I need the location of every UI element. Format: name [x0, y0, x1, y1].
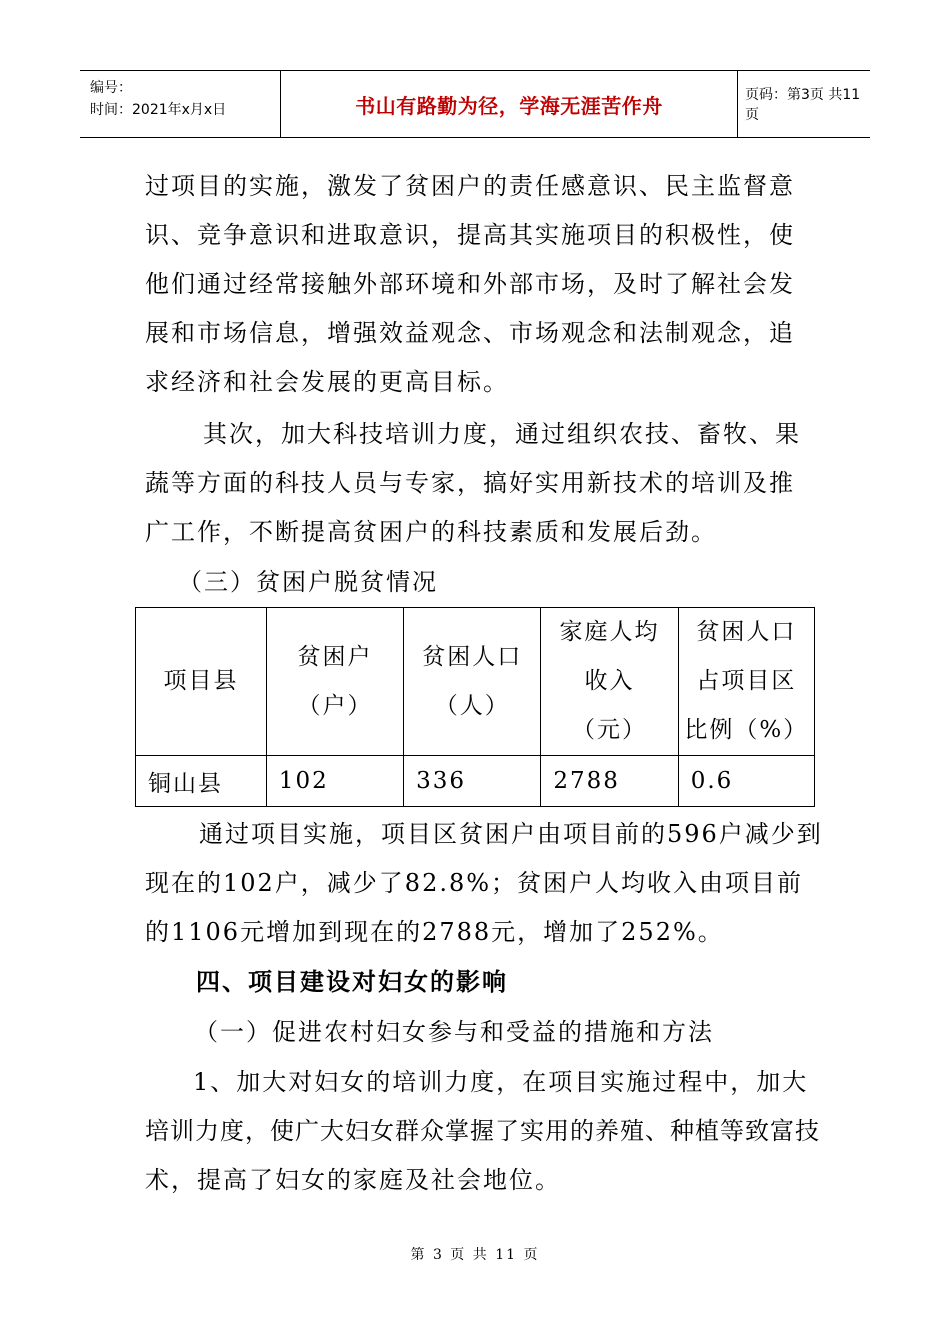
header-text: （人） — [434, 692, 510, 719]
paragraph-2 — [145, 410, 815, 557]
text-line: 蔬等方面的科技人员与专家，搞好实用新技术的培训及推 — [145, 469, 795, 497]
text-line: 过项目的实施，激发了贫困户的责任感意识、民主监督意 — [145, 172, 795, 200]
table-header-cell — [678, 608, 814, 756]
text-line: 其次，加大科技培训力度，通过组织农技、畜牧、果 — [203, 420, 801, 448]
text-line: 通过项目实施，项目区贫困户由项目前的596户减少到 — [199, 820, 823, 848]
text-line: 培训力度，使广大妇女群众掌握了实用的养殖、种植等致富技 — [145, 1117, 820, 1145]
poverty-table — [135, 607, 815, 807]
header-text: 占项目区 — [696, 668, 797, 694]
paragraph-4 — [145, 1058, 820, 1205]
table-row — [136, 756, 815, 807]
section-heading-4: 四、项目建设对妇女的影响 — [196, 968, 508, 996]
paragraph-1 — [145, 162, 815, 407]
text-line: 求经济和社会发展的更高目标。 — [145, 368, 509, 396]
text-line: 识、竞争意识和进取意识，提高其实施项目的积极性，使 — [145, 221, 795, 249]
header-text: （元） — [572, 717, 648, 743]
subsection-heading-1: （一）促进农村妇女参与和受益的措施和方法 — [194, 1018, 714, 1046]
text-line: 的1106元增加到现在的2788元，增加了252%。 — [145, 918, 724, 946]
header-page-label: 页码：第3页 共11页 — [745, 87, 861, 123]
header-motto-cell — [280, 71, 738, 137]
table-cell-income: 2788 — [541, 756, 678, 807]
table-header-row — [136, 608, 815, 756]
page-header — [80, 70, 870, 138]
header-date-label: 时间：2021年x月x日 — [90, 102, 227, 118]
text-line: 现在的102户，减少了82.8%；贫困户人均收入由项目前 — [145, 869, 804, 897]
table-cell-county: 铜山县 — [136, 756, 267, 807]
header-text: 贫困户 — [297, 643, 373, 670]
header-meta — [80, 71, 280, 137]
table-cell-ratio: 0.6 — [678, 756, 814, 807]
header-text: 比例（%） — [684, 717, 809, 743]
paragraph-3 — [145, 810, 823, 957]
text-line: 展和市场信息，增强效益观念、市场观念和法制观念，追 — [145, 319, 795, 347]
header-motto: 书山有路勤为径，学海无涯苦作舟 — [355, 93, 663, 118]
text-line: 广工作，不断提高贫困户的科技素质和发展后劲。 — [145, 518, 717, 546]
table-header-cell — [266, 608, 403, 756]
table-cell-households: 102 — [266, 756, 403, 807]
page-footer: 第 3 页 共 11 页 — [410, 1247, 540, 1263]
table-cell-population: 336 — [404, 756, 541, 807]
table-header-cell — [136, 608, 267, 756]
text-line: 术，提高了妇女的家庭及社会地位。 — [145, 1166, 561, 1194]
header-text: 贫困人口 — [696, 619, 797, 645]
table-header-cell — [541, 608, 678, 756]
header-text: 贫困人口 — [422, 643, 523, 670]
header-number-label: 编号： — [90, 80, 132, 96]
text-line: 1、加大对妇女的培训力度，在项目实施过程中，加大 — [193, 1068, 809, 1096]
text-line: 他们通过经常接触外部环境和外部市场，及时了解社会发 — [145, 270, 795, 298]
header-text: 家庭人均 — [559, 619, 660, 645]
table-header-cell — [404, 608, 541, 756]
header-text: 项目县 — [163, 668, 239, 694]
header-page-cell — [737, 71, 870, 137]
header-text: （户） — [297, 692, 373, 719]
section-heading-3: （三）贫困户脱贫情况 — [178, 568, 438, 596]
header-text: 收入 — [584, 668, 635, 694]
